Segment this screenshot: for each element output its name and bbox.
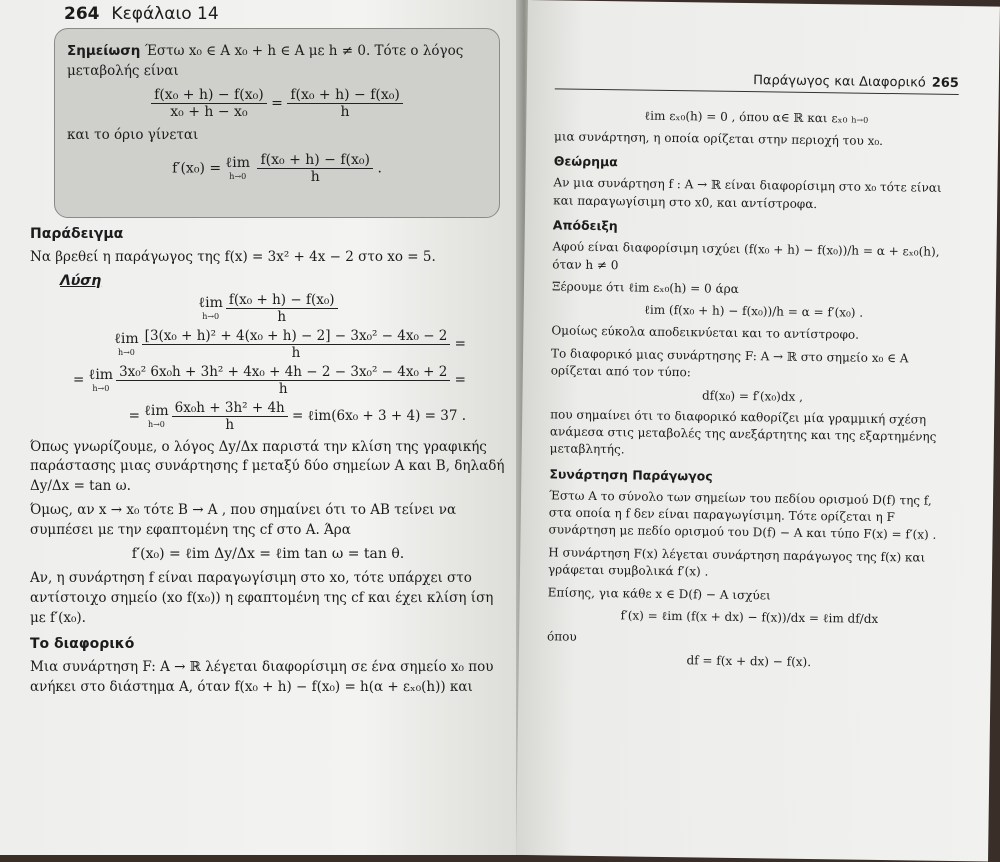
lim-sub: h→0 [202, 312, 220, 322]
tangent-equation: f′(x₀) = ℓim Δy/Δx = ℓim tan ω = tan θ. [131, 546, 405, 563]
equals-sign: = [73, 371, 89, 388]
page-number: 264 [64, 4, 100, 24]
derivation-line [30, 400, 466, 433]
slope-paragraph-1: Όπως γνωρίζουμε, ο λόγος Δy/Δx παριστά την κλίση της γραφικής παράστασης μιας συνάρτησης f μεταξύ δύο σημείων Α και Β, δηλαδή Δy/Δx = tan ω. [30, 438, 505, 494]
line-suffix: = [450, 371, 466, 388]
example-text: Να βρεθεί η παράγωγος της f(x) = 3x² + 4x − 2 στο xο = 5. [30, 249, 436, 265]
lim-text: ℓim [198, 295, 223, 312]
slope-paragraph-2: Όμως, αν x → x₀ τότε B → A , που σημαίνει ότι το ΑΒ τείνει να συμπέσει με την εφαπτομένη της cf στο Α. Άρα [30, 502, 457, 538]
fraction [142, 328, 451, 361]
header-title: Παράγωγος και Διαφορικό [753, 73, 926, 91]
note-limit-text: και το όριο γίνεται [67, 127, 199, 144]
differential-formula: df(x₀) = f′(x₀)dx , [701, 387, 804, 404]
frac-num: f(x₀ + h) − f(x₀) [257, 152, 373, 169]
derivative-function-paragraph-1: Έστω Α το σύνολο των σημείων του πεδίου ορισμού D(f) της f, στα οποία η f δεν είναι παραγωγίσιμη. Τότε ορίζεται η F συνάρτηση με πεδίο ορισμού του D(f) − A και τύπο F(x) = f′(x) . [548, 488, 937, 543]
frac-den: h [278, 380, 288, 397]
lim-text: ℓim [144, 403, 169, 420]
frac-den: h [291, 344, 301, 361]
theorem-title: Θεώρημα [553, 153, 618, 170]
page-header-left [64, 4, 506, 24]
derivation-block [30, 292, 506, 433]
differential-paragraph: Μια συνάρτηση F: A → ℝ λέγεται διαφορίσιμη σε ένα σημείο x₀ που ανήκει στο διάστημα Α, όταν f(x₀ + h) − f(x₀) = h(α + εₓ₀(h)) και [30, 659, 494, 695]
proof-paragraph-2: Ξέρουμε ότι ℓim εₓ₀(h) = 0 άρα [551, 279, 739, 296]
right-page [516, 0, 1000, 862]
proof-equation: ℓim (f(x₀ + h) − f(x₀))/h = α = f′(x₀) . [644, 302, 864, 321]
page-number: 265 [931, 75, 959, 92]
page-header-right [555, 70, 959, 95]
final-derivative-equation: f′(x) = ℓim (f(x + dx) − f(x))/dx = ℓim df/dx [620, 608, 879, 626]
note-box [54, 28, 500, 218]
derivative-function-paragraph-3: Επίσης, για κάθε x ∈ D(f) − A ισχύει [547, 584, 771, 603]
differential-definition: Το διαφορικό μιας συνάρτησης F: A → ℝ στο σημείο x₀ ∈ A ορίζεται από τον τύπο: [550, 346, 909, 380]
lim-sub: h→0 [851, 115, 869, 125]
derivation-line [30, 328, 466, 361]
lim-sub: h→0 [117, 348, 135, 358]
period: . [377, 160, 382, 177]
equals-sign: = [271, 95, 283, 112]
lim-text: ℓim [114, 331, 139, 348]
frac-den: x₀ + h − x₀ [170, 104, 248, 121]
line-suffix: = ℓim(6x₀ + 3 + 4) = 37 . [287, 407, 466, 424]
note-ratio-equation [67, 87, 487, 120]
frac-num: 3x₀² 6x₀h + 3h² + 4x₀ + 4h − 2 − 3x₀² − 4x₀ + 2 [116, 364, 450, 381]
df-equation: df = f(x + dx) − f(x). [686, 653, 812, 670]
line-suffix: = [450, 335, 466, 352]
note-intro: Έστω x₀ ∈ A x₀ + h ∈ A με h ≠ 0. Τότε ο λόγος μεταβολής είναι [67, 43, 464, 79]
lim-sub: h→0 [147, 420, 165, 430]
derivative-function-paragraph-2: Η συνάρτηση F(x) λέγεται συνάρτηση παράγωγος της f(x) και γράφεται συμβολικά f′(x) . [547, 545, 926, 579]
frac-num: f(x₀ + h) − f(x₀) [226, 292, 338, 309]
derivative-function-title: Συνάρτηση Παράγωγος [549, 466, 713, 484]
note-derivative-equation [67, 152, 487, 185]
frac-num: f(x₀ + h) − f(x₀) [151, 87, 267, 104]
limit-symbol [198, 295, 222, 321]
lim-text: ℓim [225, 155, 251, 172]
derivation-line [30, 364, 466, 397]
where-label: όπου [547, 629, 577, 644]
equals-sign: = [128, 407, 145, 424]
frac-num: 6x₀h + 3h² + 4h [172, 400, 288, 417]
frac-den: h [277, 308, 287, 325]
derivative-lhs: f′(x₀) = [172, 160, 222, 177]
theorem-text: Αν μια συνάρτηση f : A → ℝ είναι διαφορίσιμη στο x₀ τότε είναι και παραγωγίσιμη στο x0, και αντίστροφα. [553, 175, 942, 211]
limit-equation-text: ℓim εₓ₀(h) = 0 , όπου α∈ ℝ και εₓ₀ [644, 108, 848, 126]
frac-den: h [310, 168, 320, 185]
proof-title: Απόδειξη [552, 217, 618, 234]
limit-equation [554, 107, 958, 128]
differential-meaning: που σημαίνει ότι το διαφορικό καθορίζει μία γραμμική σχέση ανάμεσα στις μεταβολές της ανεξάρτητης και της εξαρτημένης μεταβλητής. [549, 406, 937, 457]
lim-text: ℓim [88, 367, 114, 384]
limit-symbol [89, 367, 113, 393]
paragraph-1: μια συνάρτηση, η οποία ορίζεται στην περιοχή του x₀. [554, 129, 884, 148]
solution-label: Λύση [60, 272, 102, 289]
tangent-paragraph: Αν, η συνάρτηση f είναι παραγωγίσιμη στο xο, τότε υπάρχει στο αντίστοιχο σημείο (xο f(x₀)) η εφαπτομένη της cf και έχει κλίση ίση με f′(x₀). [30, 570, 494, 626]
frac-num: f(x₀ + h) − f(x₀) [287, 87, 403, 104]
lim-sub: h→0 [229, 172, 247, 182]
differential-title: Το διαφορικό [30, 636, 135, 653]
frac-den: h [340, 104, 350, 121]
proof-paragraph-1: Αφού είναι διαφορίσιμη ισχύει (f(x₀ + h) − f(x₀))/h = α + εₓ₀(h), όταν h ≠ 0 [552, 239, 940, 272]
proof-paragraph-3: Ομοίως εύκολα αποδεικνύεται και το αντίστροφο. [551, 323, 860, 342]
chapter-title: Κεφάλαιο 14 [111, 4, 219, 24]
frac-num: [3(x₀ + h)² + 4(x₀ + h) − 2] − 3x₀² − 4x₀ − 2 [142, 328, 451, 345]
limit-symbol [114, 331, 138, 357]
fraction [226, 292, 338, 325]
lim-sub: h→0 [92, 384, 110, 394]
frac-den: h [225, 416, 235, 433]
limit-symbol [144, 403, 168, 429]
fraction [172, 400, 288, 433]
fraction [116, 364, 450, 397]
note-label: Σημείωση [67, 43, 141, 59]
example-title: Παράδειγμα [30, 226, 124, 242]
derivation-line [30, 292, 506, 325]
limit-symbol [226, 155, 250, 181]
